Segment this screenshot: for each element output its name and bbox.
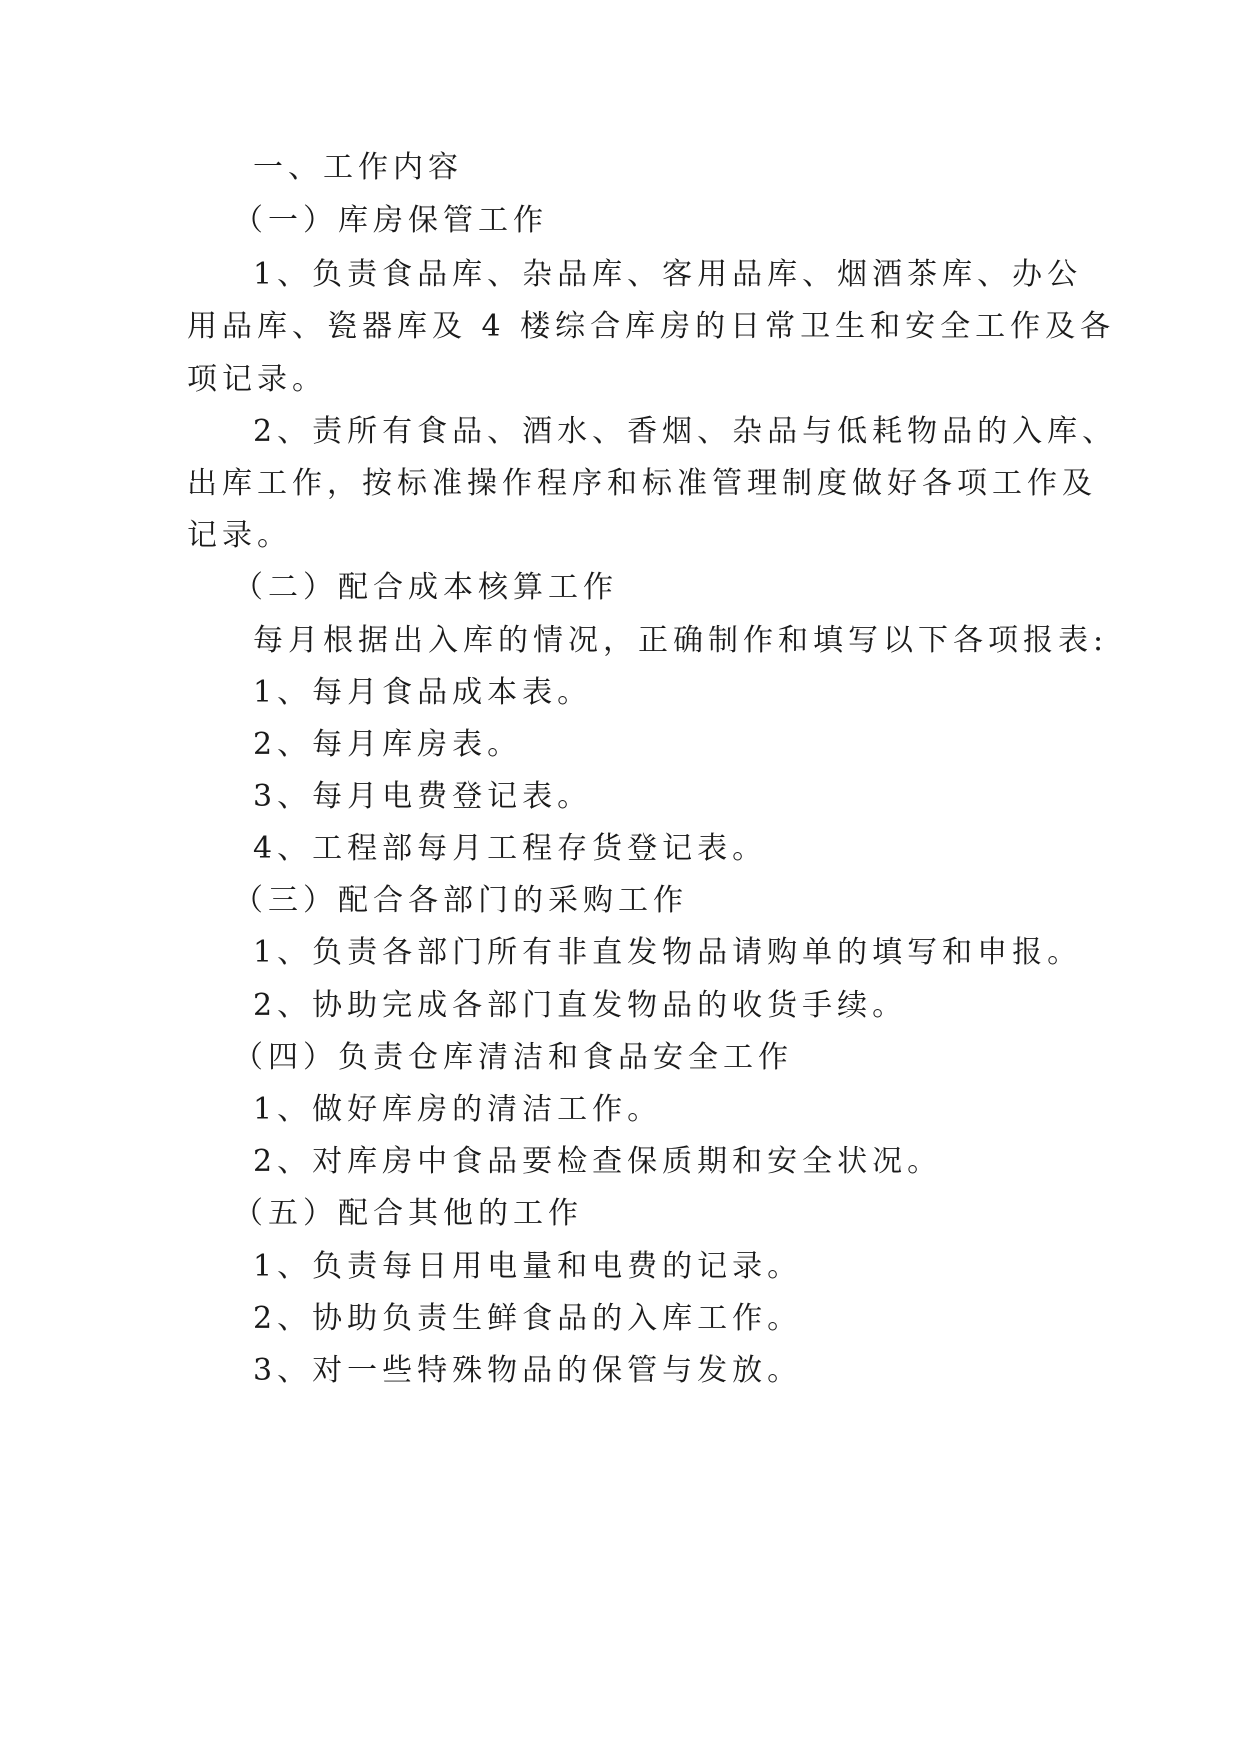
list-item: 1、负责每日用电量和电费的记录。 xyxy=(253,1249,803,1284)
list-item: 1、负责各部门所有非直发物品请购单的填写和申报。 xyxy=(253,935,1083,970)
list-item: 3、对一些特殊物品的保管与发放。 xyxy=(253,1353,803,1388)
list-item: 2、对库房中食品要检查保质期和安全状况。 xyxy=(253,1144,943,1179)
list-item: 2、每月库房表。 xyxy=(253,727,523,762)
section-title-3: （三）配合各部门的采购工作 xyxy=(233,883,688,918)
list-item: 1、做好库房的清洁工作。 xyxy=(253,1092,663,1127)
paragraph-line: 用品库、瓷器库及 4 楼综合库房的日常卫生和安全工作及各 xyxy=(187,309,1116,344)
section-title-2: （二）配合成本核算工作 xyxy=(233,570,618,605)
paragraph-line: 每月根据出入库的情况，正确制作和填写以下各项报表: xyxy=(253,623,1109,658)
section-title-5: （五）配合其他的工作 xyxy=(233,1196,583,1231)
section-title-1: （一）库房保管工作 xyxy=(233,203,548,238)
paragraph-line: 记录。 xyxy=(187,518,292,553)
section-title-4: （四）负责仓库清洁和食品安全工作 xyxy=(233,1040,793,1075)
list-item: 3、每月电费登记表。 xyxy=(253,779,593,814)
list-item: 2、协助完成各部门直发物品的收货手续。 xyxy=(253,988,908,1023)
paragraph-line: 1、负责食品库、杂品库、客用品库、烟酒茶库、办公 xyxy=(253,257,1083,292)
document-heading: 一、工作内容 xyxy=(253,150,463,185)
list-item: 4、工程部每月工程存货登记表。 xyxy=(253,831,768,866)
paragraph-line: 出库工作，按标准操作程序和标准管理制度做好各项工作及 xyxy=(187,466,1097,501)
paragraph-line: 项记录。 xyxy=(187,362,327,397)
paragraph-line: 2、责所有食品、酒水、香烟、杂品与低耗物品的入库、 xyxy=(253,414,1118,449)
list-item: 1、每月食品成本表。 xyxy=(253,675,593,710)
list-item: 2、协助负责生鲜食品的入库工作。 xyxy=(253,1301,803,1336)
